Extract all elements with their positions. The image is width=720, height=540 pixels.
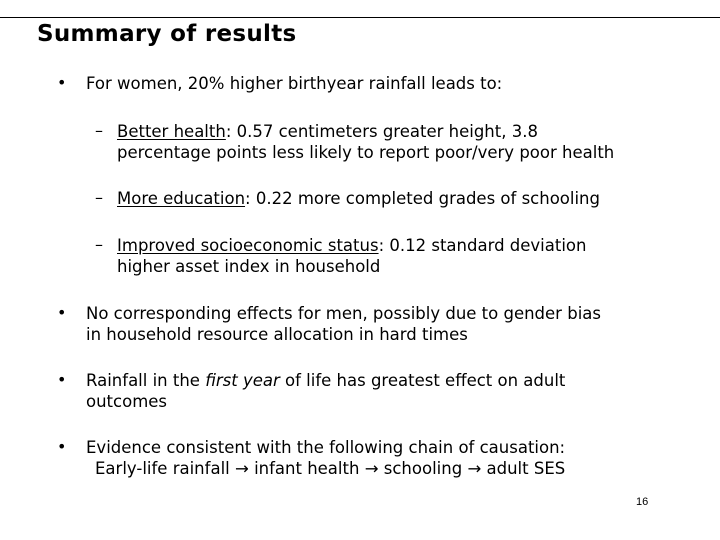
bullet-4-line1: Evidence consistent with the following chain of causation: bbox=[86, 438, 566, 457]
bullet-marker: • bbox=[57, 73, 67, 92]
dash-marker: – bbox=[95, 121, 103, 140]
subitem-ses-label: Improved socioeconomic status bbox=[117, 236, 379, 255]
bullet-2-line2: in household resource allocation in hard times bbox=[86, 325, 468, 344]
arrow-right-icon: → bbox=[364, 459, 379, 478]
chain-step-schooling: schooling bbox=[383, 459, 463, 478]
causal-chain bbox=[86, 458, 565, 479]
subitem-ses bbox=[117, 235, 586, 277]
bullet-4-text bbox=[86, 437, 565, 479]
page-number: 16 bbox=[636, 496, 649, 508]
subitem-education-rest: : 0.22 more completed grades of schooling bbox=[245, 189, 600, 208]
subitem-health-line2: percentage points less likely to report poor/very poor health bbox=[117, 143, 615, 162]
bullet-2-line1: No corresponding effects for men, possibly due to gender bias bbox=[86, 304, 601, 323]
subitem-ses-line2: higher asset index in household bbox=[117, 257, 381, 276]
subitem-health bbox=[117, 121, 614, 163]
bullet-3-text bbox=[86, 370, 565, 412]
bullet-3-italic: first year bbox=[205, 371, 280, 390]
subitem-health-label: Better health bbox=[117, 122, 226, 141]
top-rule bbox=[0, 17, 720, 18]
subitem-ses-rest: : 0.12 standard deviation bbox=[378, 236, 587, 255]
bullet-1-text: For women, 20% higher birthyear rainfall leads to: bbox=[86, 74, 503, 93]
dash-marker: – bbox=[95, 188, 103, 207]
subitem-health-rest: : 0.57 centimeters greater height, 3.8 bbox=[225, 122, 538, 141]
bullet-3-line2: outcomes bbox=[86, 392, 168, 411]
bullet-marker: • bbox=[57, 437, 67, 456]
bullet-marker: • bbox=[57, 303, 67, 322]
chain-step-ses: adult SES bbox=[486, 459, 566, 478]
slide-title: Summary of results bbox=[37, 21, 297, 47]
bullet-marker: • bbox=[57, 370, 67, 389]
bullet-3-suffix: of life has greatest effect on adult bbox=[279, 371, 566, 390]
dash-marker: – bbox=[95, 235, 103, 254]
bullet-3-prefix: Rainfall in the bbox=[86, 371, 206, 390]
arrow-right-icon: → bbox=[234, 459, 249, 478]
bullet-2-text bbox=[86, 303, 601, 345]
chain-step-rainfall: Early-life rainfall bbox=[95, 459, 230, 478]
chain-step-health: infant health bbox=[254, 459, 360, 478]
arrow-right-icon: → bbox=[467, 459, 482, 478]
subitem-education bbox=[117, 188, 600, 209]
subitem-education-label: More education bbox=[117, 189, 246, 208]
